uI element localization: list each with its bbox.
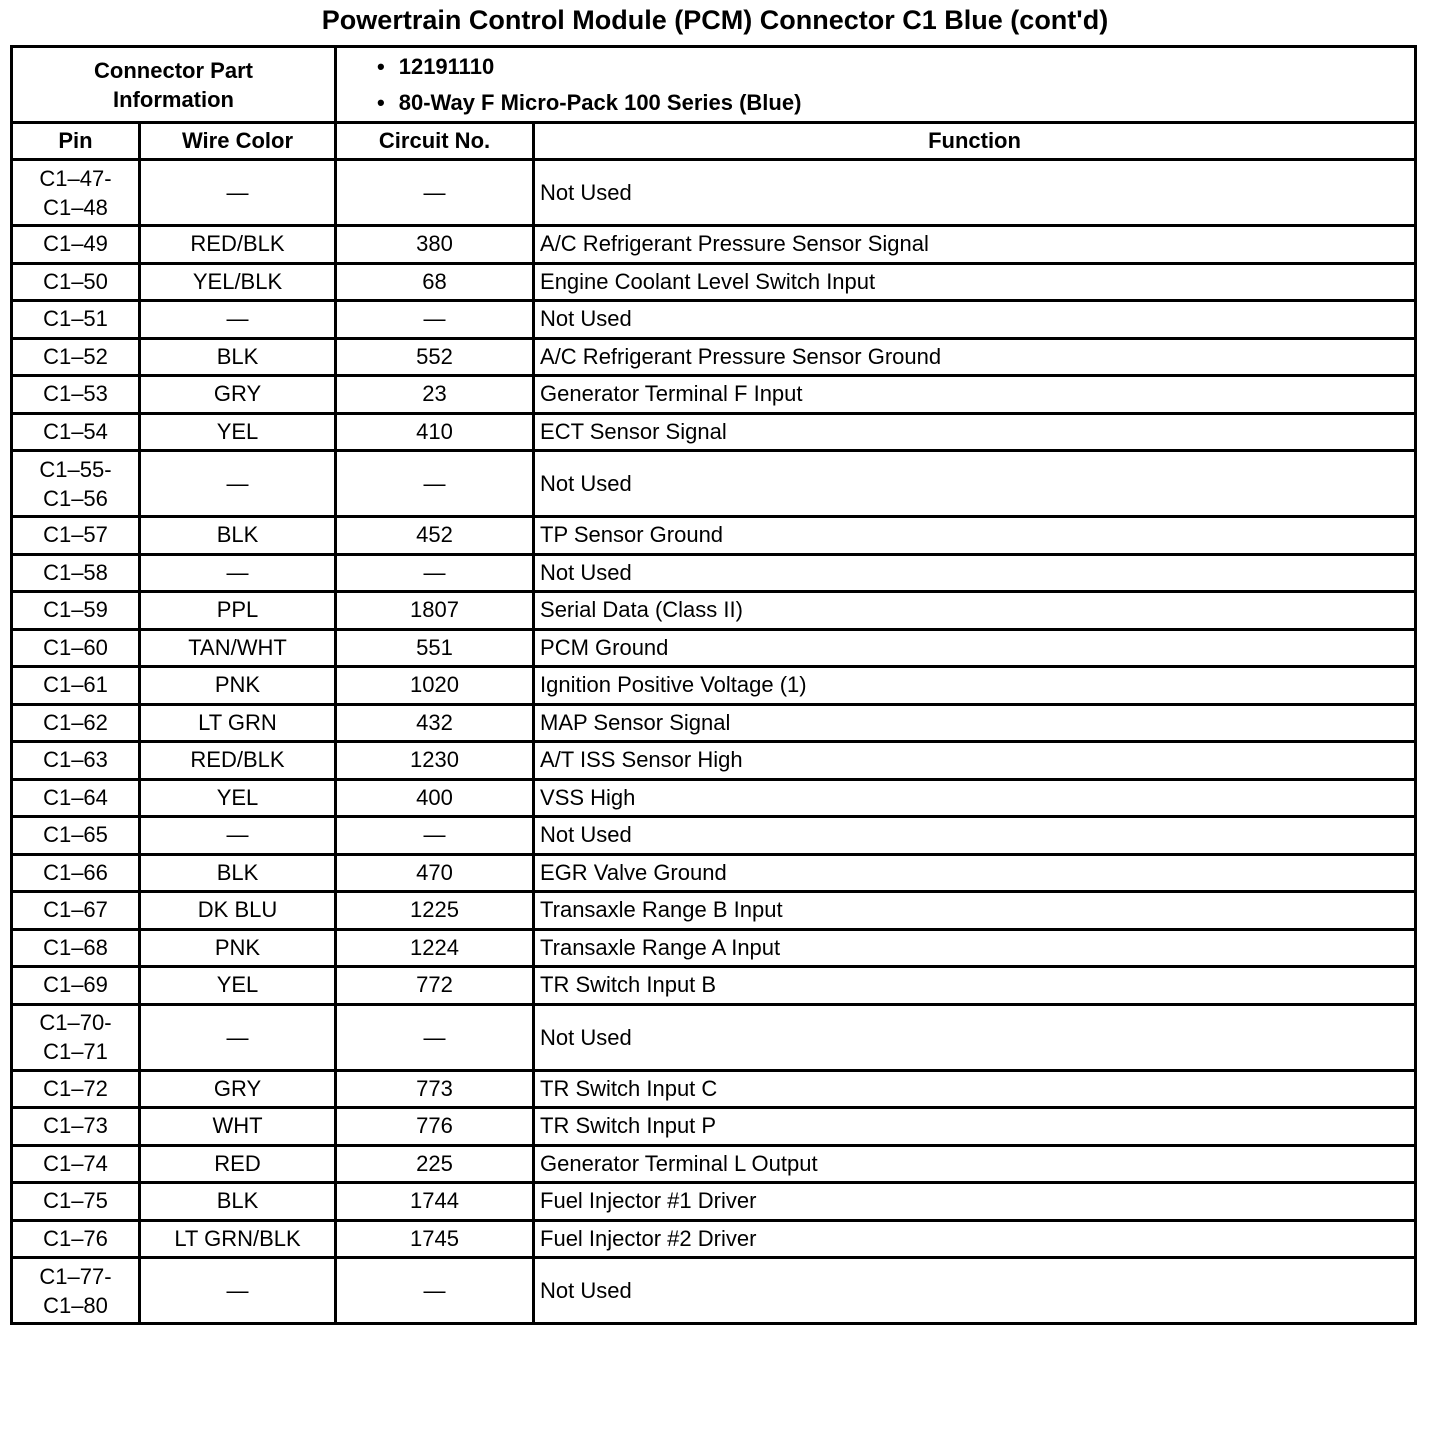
cell-wire-color: WHT: [140, 1108, 336, 1146]
cell-wire-color: PNK: [140, 667, 336, 705]
cell-pin: C1–58: [12, 554, 140, 592]
cell-pin: C1–55- C1–56: [12, 451, 140, 517]
table-row: [12, 1183, 1416, 1221]
cell-function: Transaxle Range A Input: [534, 929, 1416, 967]
cell-pin: C1–75: [12, 1183, 140, 1221]
table-row: [12, 226, 1416, 264]
cell-wire-color: DK BLU: [140, 892, 336, 930]
cell-pin: C1–63: [12, 742, 140, 780]
cell-pin: C1–73: [12, 1108, 140, 1146]
cell-wire-color: BLK: [140, 854, 336, 892]
table-row: [12, 451, 1416, 517]
cell-wire-color: —: [140, 1258, 336, 1324]
connector-part-info: [336, 47, 1416, 123]
table-row: [12, 376, 1416, 414]
table-row: [12, 892, 1416, 930]
cell-circuit: —: [336, 1004, 534, 1070]
page-title: Powertrain Control Module (PCM) Connector C1 Blue (cont'd): [321, 5, 1109, 35]
connector-part-label-line1: Connector Part: [94, 57, 253, 83]
cell-circuit: 68: [336, 263, 534, 301]
table-row: [12, 667, 1416, 705]
cell-pin: C1–69: [12, 967, 140, 1005]
cell-wire-color: YEL/BLK: [140, 263, 336, 301]
table-row: [12, 817, 1416, 855]
cell-circuit: —: [336, 554, 534, 592]
cell-wire-color: —: [140, 160, 336, 226]
table-row: [12, 1004, 1416, 1070]
table-row: [12, 301, 1416, 339]
cell-wire-color: RED: [140, 1145, 336, 1183]
cell-wire-color: GRY: [140, 376, 336, 414]
cell-pin: C1–61: [12, 667, 140, 705]
cell-function: Not Used: [534, 451, 1416, 517]
cell-function: TR Switch Input B: [534, 967, 1416, 1005]
column-header-pin: Pin: [12, 123, 140, 160]
cell-circuit: 1745: [336, 1220, 534, 1258]
cell-circuit: 773: [336, 1070, 534, 1108]
cell-function: A/C Refrigerant Pressure Sensor Ground: [534, 338, 1416, 376]
cell-wire-color: YEL: [140, 779, 336, 817]
table-row: [12, 929, 1416, 967]
cell-circuit: 380: [336, 226, 534, 264]
cell-wire-color: YEL: [140, 413, 336, 451]
cell-function: TR Switch Input C: [534, 1070, 1416, 1108]
table-row: [12, 413, 1416, 451]
cell-circuit: —: [336, 1258, 534, 1324]
cell-circuit: 400: [336, 779, 534, 817]
table-row: [12, 742, 1416, 780]
cell-wire-color: TAN/WHT: [140, 629, 336, 667]
table-row: [12, 1070, 1416, 1108]
cell-function: MAP Sensor Signal: [534, 704, 1416, 742]
cell-function: Not Used: [534, 817, 1416, 855]
cell-wire-color: BLK: [140, 1183, 336, 1221]
cell-circuit: 470: [336, 854, 534, 892]
cell-pin: C1–53: [12, 376, 140, 414]
cell-pin: C1–52: [12, 338, 140, 376]
cell-pin: C1–76: [12, 1220, 140, 1258]
cell-wire-color: PNK: [140, 929, 336, 967]
cell-circuit: —: [336, 451, 534, 517]
part-number: • 12191110: [377, 49, 1414, 85]
cell-function: TR Switch Input P: [534, 1108, 1416, 1146]
table-body: [12, 160, 1416, 1324]
cell-wire-color: BLK: [140, 517, 336, 555]
cell-pin: C1–47- C1–48: [12, 160, 140, 226]
cell-wire-color: LT GRN: [140, 704, 336, 742]
cell-circuit: 410: [336, 413, 534, 451]
cell-function: Not Used: [534, 554, 1416, 592]
cell-circuit: 1224: [336, 929, 534, 967]
table-row: [12, 554, 1416, 592]
cell-circuit: 1020: [336, 667, 534, 705]
table-row: [12, 517, 1416, 555]
table-row: [12, 160, 1416, 226]
cell-pin: C1–74: [12, 1145, 140, 1183]
cell-pin: C1–65: [12, 817, 140, 855]
column-header-row: [12, 123, 1416, 160]
cell-function: PCM Ground: [534, 629, 1416, 667]
cell-pin: C1–57: [12, 517, 140, 555]
part-description: • 80-Way F Micro-Pack 100 Series (Blue): [377, 85, 1414, 121]
cell-function: EGR Valve Ground: [534, 854, 1416, 892]
cell-function: Fuel Injector #1 Driver: [534, 1183, 1416, 1221]
cell-wire-color: GRY: [140, 1070, 336, 1108]
cell-function: Not Used: [534, 301, 1416, 339]
cell-wire-color: PPL: [140, 592, 336, 630]
table-row: [12, 1108, 1416, 1146]
cell-function: VSS High: [534, 779, 1416, 817]
cell-pin: C1–54: [12, 413, 140, 451]
cell-wire-color: —: [140, 817, 336, 855]
cell-pin: C1–49: [12, 226, 140, 264]
table-row: [12, 629, 1416, 667]
pcm-connector-table: [10, 45, 1417, 1325]
cell-pin: C1–60: [12, 629, 140, 667]
cell-function: ECT Sensor Signal: [534, 413, 1416, 451]
table-row: [12, 338, 1416, 376]
cell-circuit: 772: [336, 967, 534, 1005]
cell-wire-color: YEL: [140, 967, 336, 1005]
cell-pin: C1–77- C1–80: [12, 1258, 140, 1324]
connector-part-label: [12, 47, 336, 123]
table-row: [12, 967, 1416, 1005]
table-row: [12, 592, 1416, 630]
cell-wire-color: BLK: [140, 338, 336, 376]
cell-circuit: 776: [336, 1108, 534, 1146]
cell-circuit: 1225: [336, 892, 534, 930]
table-row: [12, 779, 1416, 817]
column-header-circuit: Circuit No.: [336, 123, 534, 160]
cell-wire-color: —: [140, 451, 336, 517]
cell-wire-color: LT GRN/BLK: [140, 1220, 336, 1258]
cell-circuit: 1744: [336, 1183, 534, 1221]
cell-wire-color: RED/BLK: [140, 226, 336, 264]
table-row: [12, 1145, 1416, 1183]
cell-circuit: 225: [336, 1145, 534, 1183]
cell-pin: C1–68: [12, 929, 140, 967]
cell-function: Not Used: [534, 1004, 1416, 1070]
cell-circuit: 23: [336, 376, 534, 414]
cell-pin: C1–72: [12, 1070, 140, 1108]
cell-function: A/T ISS Sensor High: [534, 742, 1416, 780]
connector-part-row: [12, 47, 1416, 123]
cell-function: Generator Terminal F Input: [534, 376, 1416, 414]
cell-circuit: —: [336, 817, 534, 855]
cell-circuit: 432: [336, 704, 534, 742]
cell-pin: C1–51: [12, 301, 140, 339]
cell-pin: C1–67: [12, 892, 140, 930]
cell-function: Not Used: [534, 160, 1416, 226]
cell-function: Fuel Injector #2 Driver: [534, 1220, 1416, 1258]
cell-pin: C1–62: [12, 704, 140, 742]
cell-wire-color: —: [140, 554, 336, 592]
cell-function: Engine Coolant Level Switch Input: [534, 263, 1416, 301]
cell-wire-color: RED/BLK: [140, 742, 336, 780]
table-row: [12, 854, 1416, 892]
cell-circuit: —: [336, 160, 534, 226]
cell-function: TP Sensor Ground: [534, 517, 1416, 555]
cell-wire-color: —: [140, 301, 336, 339]
connector-part-label-line2: Information: [113, 86, 234, 112]
cell-pin: C1–70- C1–71: [12, 1004, 140, 1070]
cell-circuit: 452: [336, 517, 534, 555]
cell-function: Transaxle Range B Input: [534, 892, 1416, 930]
cell-function: Serial Data (Class II): [534, 592, 1416, 630]
table-row: [12, 1220, 1416, 1258]
cell-circuit: 551: [336, 629, 534, 667]
cell-function: Generator Terminal L Output: [534, 1145, 1416, 1183]
table-row: [12, 704, 1416, 742]
table-row: [12, 263, 1416, 301]
cell-pin: C1–59: [12, 592, 140, 630]
cell-circuit: 1807: [336, 592, 534, 630]
cell-circuit: 1230: [336, 742, 534, 780]
cell-pin: C1–64: [12, 779, 140, 817]
table-row: [12, 1258, 1416, 1324]
cell-function: A/C Refrigerant Pressure Sensor Signal: [534, 226, 1416, 264]
column-header-function: Function: [534, 123, 1416, 160]
cell-function: Not Used: [534, 1258, 1416, 1324]
cell-pin: C1–66: [12, 854, 140, 892]
cell-function: Ignition Positive Voltage (1): [534, 667, 1416, 705]
column-header-wire-color: Wire Color: [140, 123, 336, 160]
cell-pin: C1–50: [12, 263, 140, 301]
cell-circuit: —: [336, 301, 534, 339]
cell-wire-color: —: [140, 1004, 336, 1070]
cell-circuit: 552: [336, 338, 534, 376]
